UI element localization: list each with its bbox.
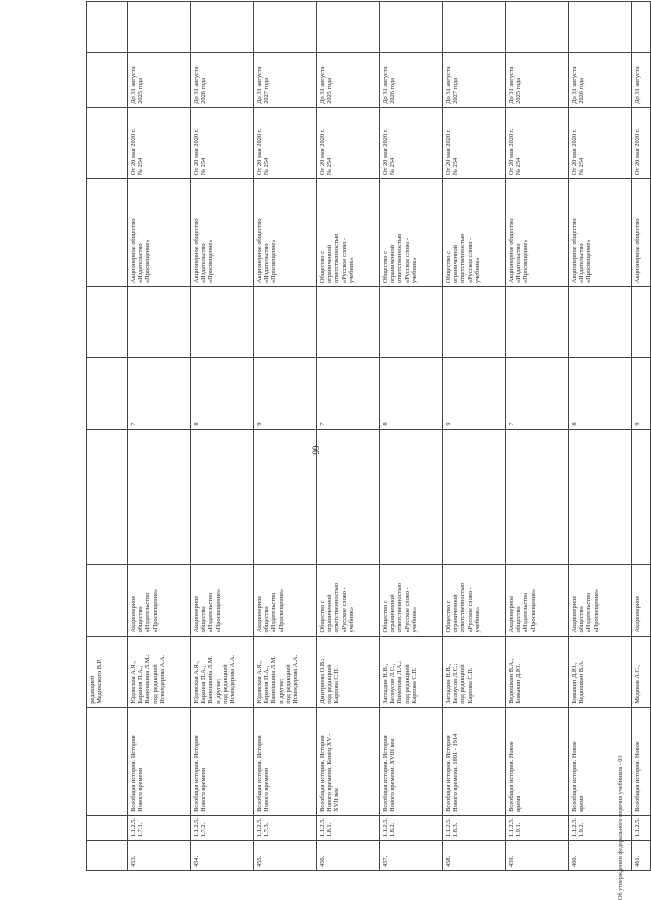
grade-cell: 8 [191,358,254,429]
publisher-cell: Акционерное общество «Издательство «Просвещение» [506,565,569,636]
empty-cell [632,287,651,358]
empty-cell [128,429,191,565]
table-cell [87,2,128,53]
grade-cell: 8 [569,358,632,429]
code-cell: 1.1.2.5. 1.8.2. [380,815,443,840]
code-cell: 1.1.2.5. 1.8.3. [443,815,506,840]
publisher-cell: Общество с ограниченной ответственностью «Русское слово - учебник» [317,179,380,287]
table-cell [87,841,128,871]
order-cell: От 20 мая 2020 г. № 254 [569,107,632,178]
title-cell: Всеобщая история. История Нового времени. XVIII век [380,707,443,815]
empty-cell [191,2,254,53]
validity-cell: До 31 августа [632,52,651,107]
title-cell: Всеобщая история. История Нового времени [128,707,191,815]
empty-cell [506,287,569,358]
grade-cell: 9 [632,358,651,429]
empty-cell [128,287,191,358]
grade-cell: 9 [443,358,506,429]
order-cell: От 20 мая 2020 г. № 254 [191,107,254,178]
empty-cell [254,2,317,53]
validity-cell: До 31 августа 2026 года [569,52,632,107]
authors-cell: Медяков А.С., [632,636,651,707]
validity-cell: До 31 августа 2026 года [380,52,443,107]
authors-cell: Юдовская А.Я., Баранов П.А., Ванюшкина Л.М. и другие; под редакцией Искендерова А.А. [191,636,254,707]
row-number-cell: 458. [443,841,506,871]
title-cell: Всеобщая история. Новое время [569,707,632,815]
grade-cell: 7 [317,358,380,429]
title-cell: Всеобщая история. Новое [632,707,651,815]
validity-cell: До 31 августа 2027 года [254,52,317,107]
validity-cell: До 31 августа 2025 года [506,52,569,107]
row-number-cell: 457. [380,841,443,871]
empty-cell [443,287,506,358]
empty-cell [191,287,254,358]
authors-cell: Дмитриева О.В.; под редакцией Карпова С.П. [317,636,380,707]
publisher-cell: Акционерное общество «Издательство «Просвещение» [128,179,191,287]
code-cell: 1.1.2.5. 1.8.1. [317,815,380,840]
table-cell [87,429,128,565]
publisher-cell: Общество с ограниченной ответственностью «Русское слово - учебник» [443,179,506,287]
grade-cell: 8 [380,358,443,429]
order-cell: От 20 мая 2020 г. № 254 [128,107,191,178]
row-number-cell: 459. [506,841,569,871]
code-cell: 1.1.2.5. 1.9.1. [506,815,569,840]
table-cell [87,815,128,840]
publisher-cell: Акционерное общество «Издательство «Просвещение» [506,179,569,287]
table-cell [87,179,128,287]
publisher-cell: Общество с ограниченной ответственностью «Русское слово - учебник» [317,565,380,636]
table-cell [87,565,128,636]
publisher-cell: Акционерное общество «Издательство «Просвещение» [254,565,317,636]
publisher-cell: Акционерное общество «Издательство «Просвещение» [569,179,632,287]
row-number-cell: 460. [569,841,632,871]
table-row [380,2,443,871]
authors-cell: Юдовская А.Я., Баранов П.А., Ванюшкина Л.М. и другие; под редакцией Искендерова А.А. [254,636,317,707]
page-number: 66 [310,445,321,455]
order-cell: От 20 мая 2020 г. № 254 [506,107,569,178]
table-row-continued-header [87,2,128,871]
code-cell: 1.1.2.5. 1.7.3. [254,815,317,840]
order-cell: От 20 мая 2020 г. № 254 [443,107,506,178]
validity-cell: До 31 августа 2026 года [191,52,254,107]
textbook-list-table [86,1,651,871]
table-row [317,2,380,871]
validity-cell: До 31 августа 2027 года [443,52,506,107]
table-row [506,2,569,871]
empty-cell [632,429,651,565]
publisher-cell: Общество с ограниченной ответственностью «Русское слово - учебник» [380,565,443,636]
table-row [191,2,254,871]
table-cell [87,287,128,358]
row-number-cell: 453. [128,841,191,871]
empty-cell [128,2,191,53]
publisher-cell: Акционерное общество «Издательство «Просвещение» [128,565,191,636]
table-cell [87,707,128,815]
table-cell [87,107,128,178]
empty-cell [380,287,443,358]
authors-cell: Бовыкин Д.Ю., Ведюшкин В.А. [569,636,632,707]
order-cell: От 20 мая 2020 г. № 254 [317,107,380,178]
authors-cell: Загладин Н.В., Белоусов Л.С.; под редакцией Карпова С.П. [443,636,506,707]
table-row [443,2,506,871]
publisher-cell: Акционерное [632,565,651,636]
empty-cell [317,429,380,565]
empty-cell [506,2,569,53]
authors-cell: Загладин Н.В., Белоусов Л.С., Пименова Л.А.; под редакцией Карпова С.П. [380,636,443,707]
validity-cell: До 31 августа 2025 года [317,52,380,107]
publisher-cell: Акционерное общество [632,179,651,287]
empty-cell [380,2,443,53]
table-cell [87,358,128,429]
empty-cell [317,287,380,358]
code-cell: 1.1.2.5. 1.7.1. [128,815,191,840]
title-cell: Всеобщая история. История Нового времени. 1801 - 1914 [443,707,506,815]
empty-cell [443,2,506,53]
empty-cell [254,287,317,358]
row-number-cell: 454. [191,841,254,871]
title-cell: Всеобщая история. История Нового времени. Конец XV - XVII век [317,707,380,815]
publisher-cell: Акционерное общество «Издательство «Просвещение» [191,565,254,636]
row-number-cell: 456. [317,841,380,871]
page-footer: Об утверждении федерального перечня учебников - 03 [617,755,624,900]
order-cell: От 20 мая 2020 г. № 254 [380,107,443,178]
row-number-cell: 461. [632,841,651,871]
empty-cell [443,429,506,565]
code-cell: 1.1.2.5. [632,815,651,840]
table-row [128,2,191,871]
table-row [254,2,317,871]
order-cell: От 20 мая 2020 г. [632,107,651,178]
publisher-cell: Общество с ограниченной ответственностью «Русское слово - учебник» [443,565,506,636]
empty-cell [317,2,380,53]
empty-cell [632,2,651,53]
publisher-cell: Акционерное общество «Издательство «Просвещение» [191,179,254,287]
publisher-cell: Акционерное общество «Издательство «Просвещение» [254,179,317,287]
authors-continued-cell: редакцией Мединского В.Р. [87,636,128,707]
grade-cell: 7 [128,358,191,429]
code-cell: 1.1.2.5. 1.7.2. [191,815,254,840]
authors-cell: Юдовская А.Я., Баранов П.А., Ванюшкина Л.М.; под редакцией Искендерова А.А. [128,636,191,707]
table-row [632,2,651,871]
title-cell: Всеобщая история. Новое время [506,707,569,815]
grade-cell: 7 [506,358,569,429]
row-number-cell: 455. [254,841,317,871]
empty-cell [380,429,443,565]
empty-cell [254,429,317,565]
validity-cell: До 31 августа 2025 года [128,52,191,107]
title-cell: Всеобщая история. История Нового времени [191,707,254,815]
grade-cell: 9 [254,358,317,429]
code-cell: 1.1.2.5. 1.9.2. [569,815,632,840]
publisher-cell: Общество с ограниченной ответственностью «Русское слово - учебник» [380,179,443,287]
publisher-cell: Акционерное общество «Издательство «Просвещение» [569,565,632,636]
order-cell: От 20 мая 2020 г. № 254 [254,107,317,178]
authors-cell: Ведюшкин В.А., Бовыкин Д.Ю. [506,636,569,707]
empty-cell [191,429,254,565]
table-cell [87,52,128,107]
title-cell: Всеобщая история. История Нового времени [254,707,317,815]
empty-cell [506,429,569,565]
